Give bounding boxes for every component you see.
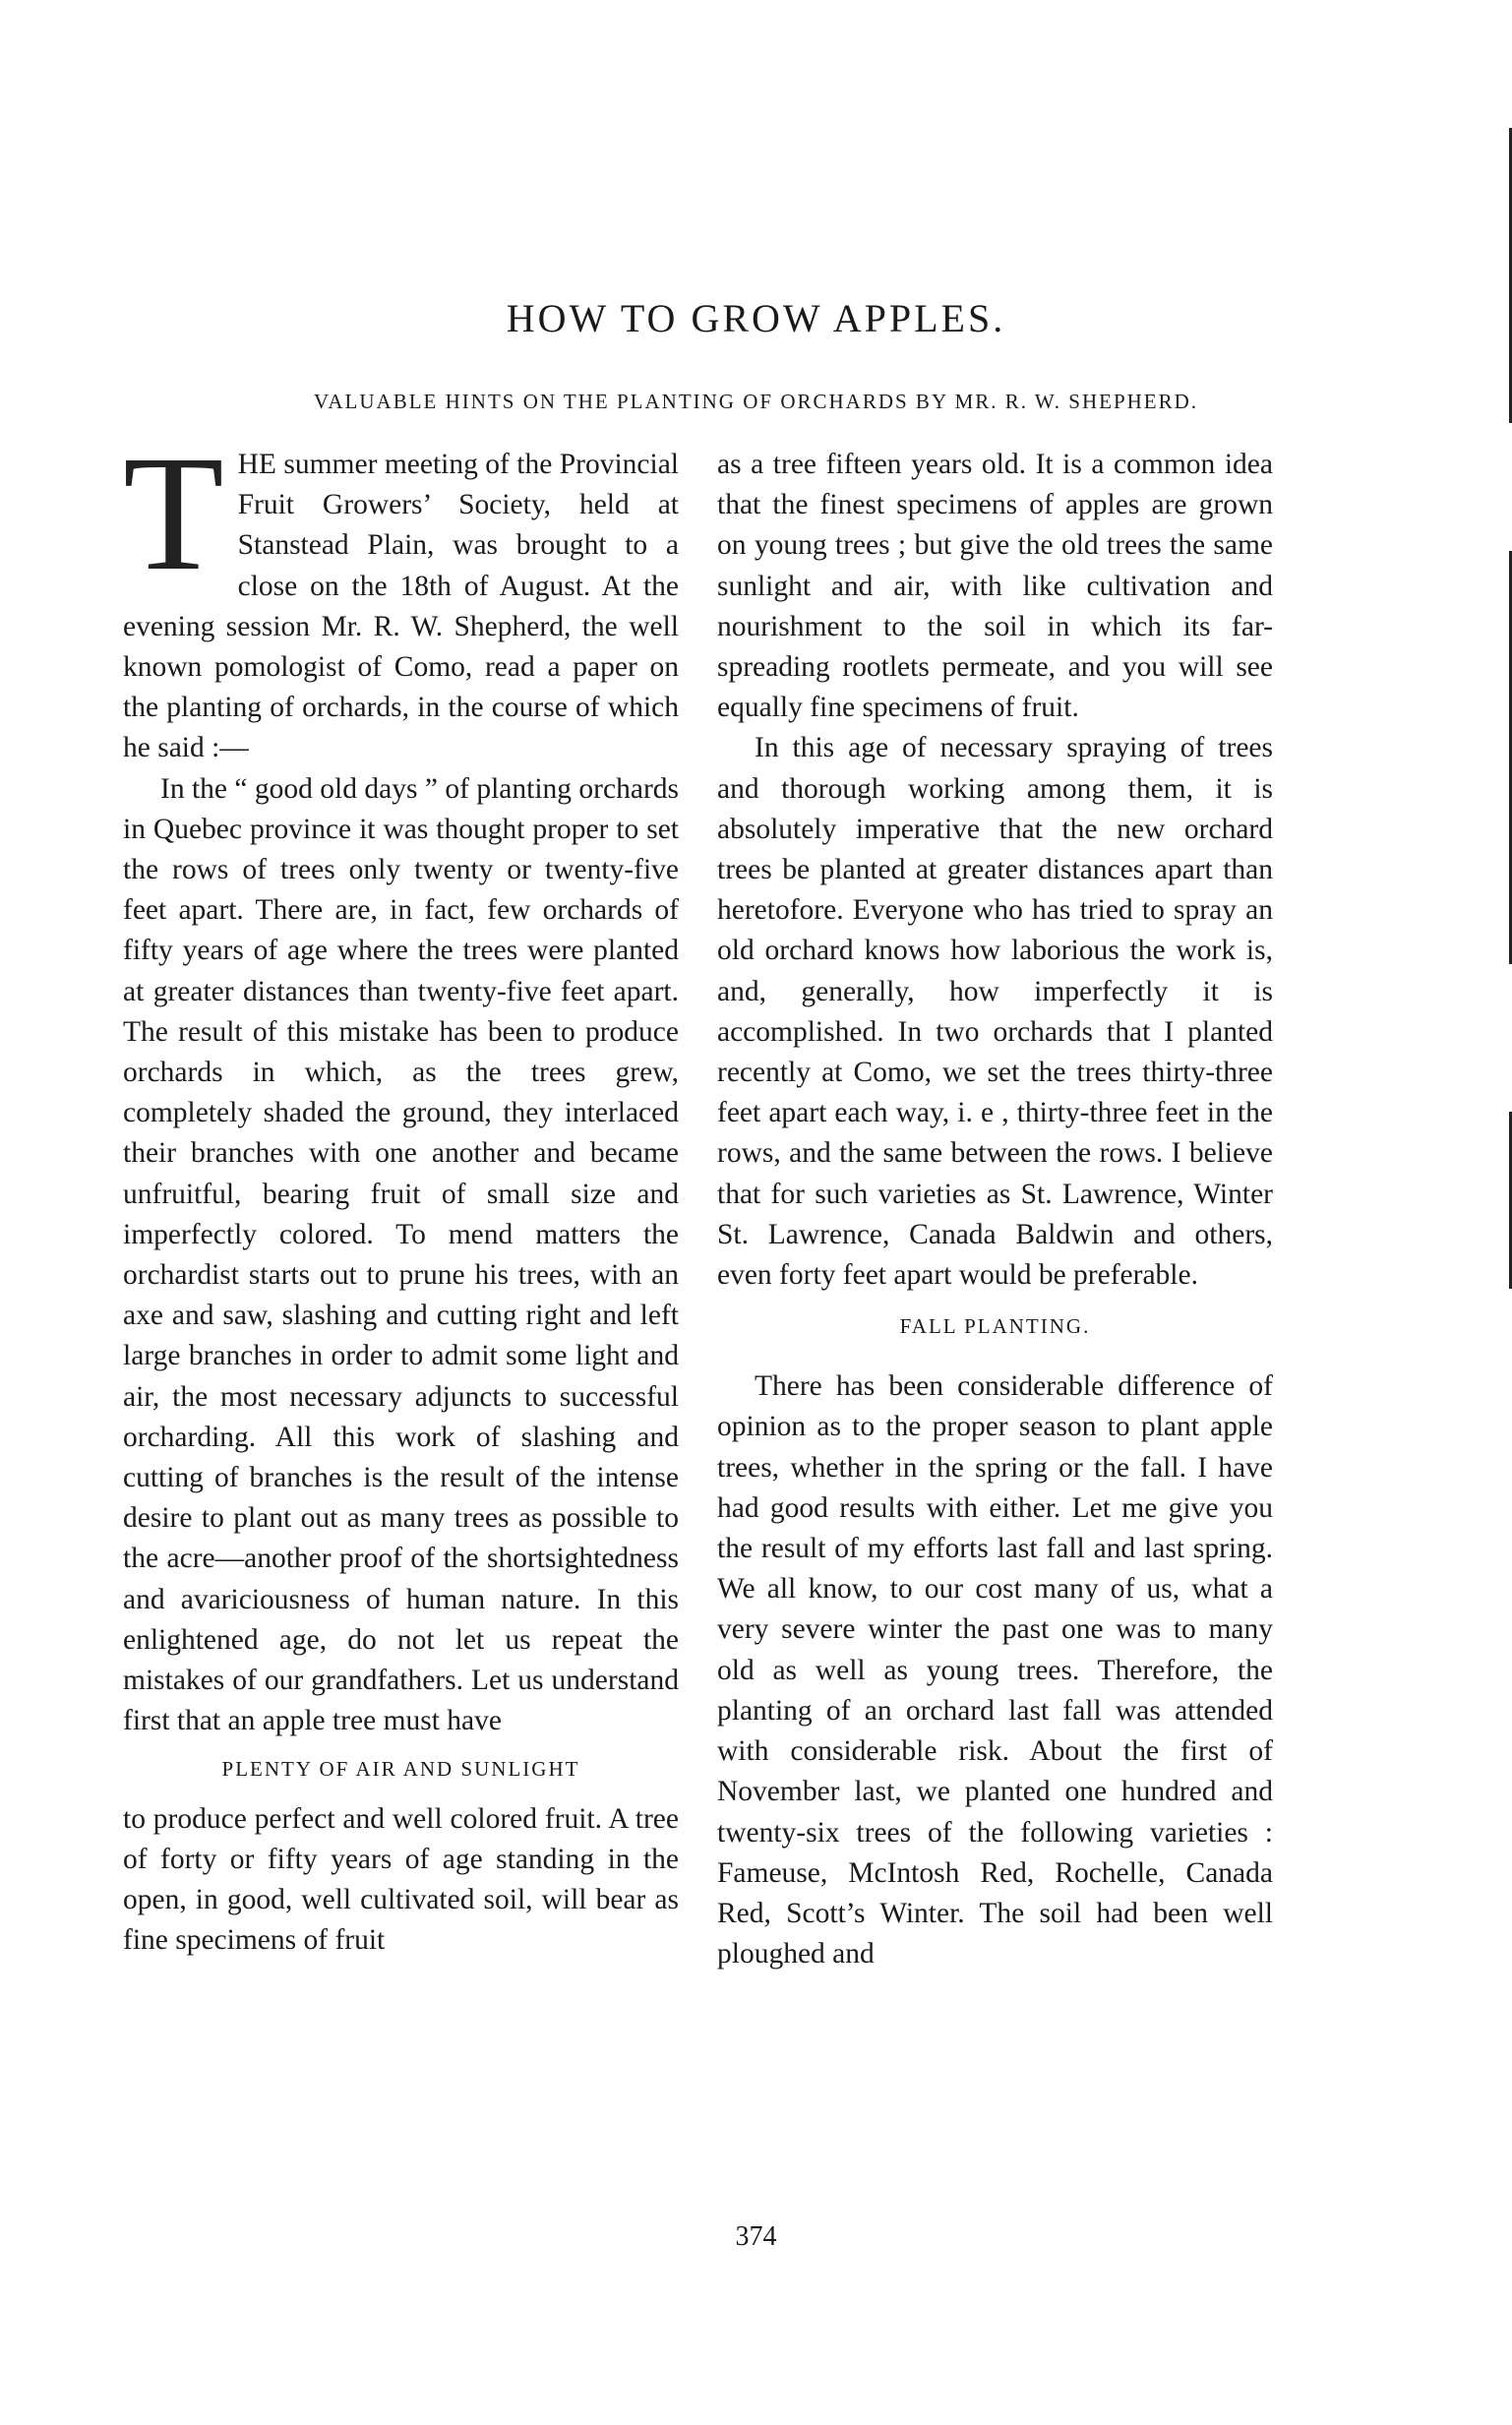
article-title: HOW TO GROW APPLES. xyxy=(506,296,1006,340)
opening-paragraph xyxy=(123,422,679,769)
paragraph-good-old-days: In the “ good old days ” of planting orchards in Quebec province it was thought proper to set the rows of trees only twenty or twenty-five feet apart. There are, in fact, few orchards of fifty years of age where the trees were planted at greater distances than twenty-five feet apart. The result of this mistake has been to produce orchards in which, as the trees grew, completely shaded the ground, they interlaced their branches with one another and became unfruitful, bearing fruit of small size and imperfectly colored. To mend matters the orchardist starts out to prune his trees, with an axe and saw, slashing and cutting right and left large branches in order to admit some light and air, the most necessary adjuncts to successful orcharding. All this work of slashing and cutting of branches is the result of the intense desire to plant out as many trees as possible to the acre—another proof of the shortsightedness and avariciousness of human nature. In this enlightened age, do not let us repeat the mistakes of our grandfathers. Let us understand first that an apple tree must have xyxy=(123,772,679,1737)
section-heading-air-sunlight: PLENTY OF AIR AND SUNLIGHT xyxy=(221,1756,580,1781)
paragraph-fifteen-years: as a tree fifteen years old. It is a common idea that the finest specimens of apples are grown on young trees ; but give the old trees the same sunlight and air, with like cultivation and nourishment to the soil in which its far-spreading rootlets permeate, and you will see equally fine specimens of fruit. xyxy=(717,449,1273,724)
paragraph-fall-planting: There has been considerable difference of opinion as to the proper season to plant apple trees, whether in the spring or the fall. I have had good results with either. Let me give you the result of my efforts last fall and last spring. We all know, to our cost many of us, what a very severe winter the past one was to many old as well as young trees. Therefore, the planting of an orchard last fall was attended with considerable risk. About the first of November last, we planted one hundred and twenty-six trees of the following varieties : Fameuse, McIntosh Red, Rochelle, Canada Red, Scott’s Winter. The soil had been well ploughed and xyxy=(717,1370,1273,1970)
drop-cap: T xyxy=(123,422,224,605)
right-column xyxy=(717,445,1273,1974)
paragraph-spraying: In this age of necessary spraying of trees and thorough working among them, it is absolutely imperative that the new orchard trees be planted at greater distances apart than heretofore. Everyone who has tried to spray an old orchard knows how laborious the work is, and, generally, how imperfectly it is accomplished. In two orchards that I planted recently at Como, we set the trees thirty-three feet apart each way, i. e , thirty-three feet in the rows, and the same between the rows. I believe that for such varieties as St. Lawrence, Winter St. Lawrence, Canada Baldwin and others, even forty feet apart would be preferable. xyxy=(717,732,1273,1292)
section-heading-fall-planting: FALL PLANTING. xyxy=(899,1314,1091,1339)
article-subtitle: VALUABLE HINTS ON THE PLANTING OF ORCHARDS BY MR. R. W. SHEPHERD. xyxy=(313,390,1199,413)
paragraph-perfect-fruit: to produce perfect and well colored fruit. A tree of forty or fifty years of age standing in the open, in good, well cultivated soil, will bear as fine specimens of fruit xyxy=(123,1802,679,1957)
left-column xyxy=(123,422,679,1961)
page-number: 374 xyxy=(735,2221,777,2252)
opening-paragraph-text: HE summer meeting of the Provincial Fruit Growers’ Society, held at Stanstead Plain, was brought to a close on the 18th of August. At the evening session Mr. R. W. Shepherd, the well known pomologist of Como, read a paper on the planting of orchards, in the course of which he said :— xyxy=(123,449,679,764)
